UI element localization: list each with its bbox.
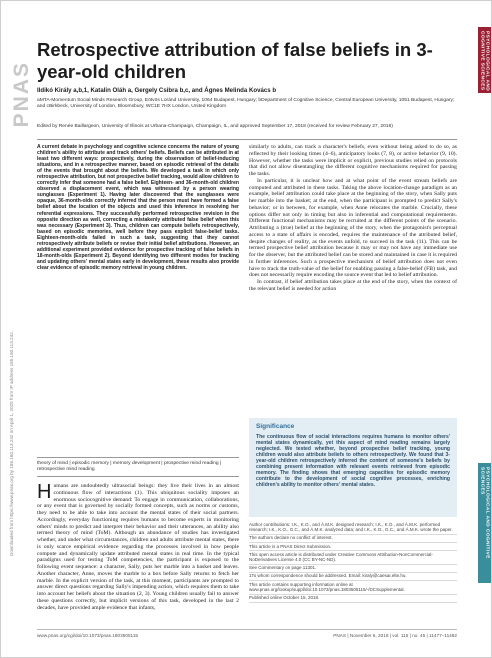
note-item[interactable]: This open access article is distributed under Creative Commons Attribution-NonCommercial-NoDerivatives License 4.0 (CC BY-NC-ND). <box>249 551 457 565</box>
note-item: Author contributions: I.K., K.O., and Á.M.K. designed research; I.K., K.O., and Á.M.K. performed research; I.K., K.O., G.C., and Á.M.K. analyzed data; and I.K., K.O., G.C., and Á.M.K. wrote the paper. <box>249 521 457 535</box>
note-item[interactable]: 1To whom correspondence should be addressed. Email: kiraly@caesar.elte.hu. <box>249 573 457 581</box>
keywords-divider <box>37 476 239 477</box>
section-tab-top <box>478 27 491 93</box>
section-tab-bottom <box>478 463 491 583</box>
significance-box <box>249 418 457 517</box>
introduction-body: umans are undoubtedly ultrasocial beings: they live their lives in an almost continuous flow of interactions (1). This ubiquitous sociality imposes an enormous sociocognitive demand: To engage in communication, collaborations, or any event that is governed by socially formed concepts, such as norms or customs, they need to be able to take into account the mental states of their social partners. Accordingly, everyday functioning requires humans to become experts in monitoring others' minds to predict and interpret their behavior and their utterances, an ability also termed theory of mind (ToM). Although an abundance of studies has investigated whether, and under what circumstances, children and adults attribute mental states, there is only scarce empirical evidence regarding the processes involved in how people compute and dynamically update attributed mental states in real time. In the typical paradigms used for testing ToM competencies, the participant is exposed to the following event sequence: a character, Sally, puts her marble into a basket and leaves. Another character, Anne, moves the marble to a box before Sally returns to fetch her marble. In the explicit version of the task, at this moment, participants are prompted to answer direct questions regarding Sally's impending action, which requires them to take into account her beliefs about the situation (2, 3). Young children usually fail to answer these questions correctly, but implicit versions of this task, developed in the last 2 decades, have provided ample evidence that infants, <box>37 483 239 611</box>
paragraph: In particular, it is unclear how and at what point of the event stream beliefs are computed and attributed in these tasks. Taking the above location-change paradigm as an example, belief attribution could take place at the beginning of the story, when Sally puts her marble into the basket; at the end, when the participant is prompted to predict Sally's behavior; or in between, for example, when Anne relocates the marble. Crucially, these options differ not only in timing but also in inferential and computational requirements. Different functional mechanisms may be recruited at the different points of the scenario. Attributing a (true) belief at the beginning of the story, when the protagonist's perceptual access to a state of affairs is encoded, requires the maintenance of the attributed belief, despite changes of reality, as the events unfold, to succeed in the task (11). This can be termed prospective belief attribution because it may or may not have any immediate use for the observer, but the attributed belief can be stored and maintained in case it is required in further inferences. Such a prospective mechanism of belief attribution does not even have to track the truth-value of the belief for enabling passing a false-belief (FB) task, and does not necessarily require encoding the source event that led to belief attribution. <box>249 177 457 279</box>
download-notice <box>9 331 23 631</box>
section-tab-top-label: PSYCHOLOGICAL AND COGNITIVE SCIENCES <box>479 31 490 92</box>
doi-link[interactable]: www.pnas.org/cgi/doi/10.1073/pnas.1803505115 <box>37 633 139 638</box>
paragraph: In contrast, if belief attribution takes place at the end of the story, when the context of the relevant belief is needed for action <box>249 279 457 292</box>
affiliations: aMTA-Momentum Social Minds Research Group, Eötvös Loránd University, 1064 Budapest, Hungary; bDepartment of Cognitive Science, Central European University, 1051 Budapest, Hungary; and cBirkbeck, University of London, Bloomsbury, WC1E 7HX London, United Kingdom <box>37 98 455 109</box>
right-column <box>249 144 457 293</box>
article-title: Retrospective attribution of false beliefs in 3-year-old children <box>37 39 433 82</box>
note-item: The authors declare no conflict of interest. <box>249 535 457 543</box>
note-item: This article is a PNAS Direct Submission. <box>249 543 457 551</box>
significance-text: The continuous flow of social interactions requires humans to monitor others' mental states dynamically, yet this aspect of mind reading remains largely neglected. We tested whether, beyond prospective belief tracking, young children would also attribute beliefs to others retrospectively. We found that 3-year-old children retrospectively inferred the content of someone's beliefs by combining present information with relevant events retrieved from episodic memory. The finding shows that emerging capacities for episodic memory contribute to the development of social cognitive processes, enriching children's ability to monitor others' mental states. <box>256 434 450 489</box>
citation-info: PNAS | November 6, 2018 | vol. 115 | no. 45 | 11477–11482 <box>333 633 457 638</box>
section-tab-bottom-label: PSYCHOLOGICAL AND COGNITIVE SCIENCES <box>479 467 490 559</box>
journal-watermark <box>10 61 32 311</box>
note-item: See Commentary on page 11301. <box>249 565 457 573</box>
paragraph: similarly to adults, can track a character's beliefs, even without being asked to do so, as reflected by their looking times (4–6), anticipatory looks (7, 8), or active behavior (9, 10). However, whether the tasks were implicit or explicit, previous studies relied on protocols that did not allow disentangling the different cognitive mechanisms required for passing the tasks. <box>249 144 457 177</box>
author-list: Ildikó Király a,b,1, Katalin Oláh a, Gergely Csibra b,c, and Ágnes Melinda Kovács b <box>37 87 277 94</box>
edited-by-note: Edited by Renée Baillargeon, University of Illinois at Urbana-Champaign, Champaign, IL, and approved September 17, 2018 (received for review February 27, 2018) <box>37 124 393 129</box>
download-notice-text: Downloaded from https://www.pnas.org by 185.160.113.242 on April 1, 2025 from IP address 185.160.113.242. <box>9 331 14 556</box>
significance-heading: Significance <box>256 423 295 430</box>
header-divider <box>37 139 457 140</box>
journal-watermark-text: PNAS <box>10 61 33 128</box>
introduction-text <box>37 483 239 611</box>
abstract: A current debate in psychology and cognitive science concerns the nature of young children's ability to attribute and track others' beliefs. Beliefs can be attributed in at least two different ways: prospectively, during the observation of belief-inducing situations, and in a retrospective manner, based on episodic retrieval of the details of the events that brought about the beliefs. We developed a task in which only retrospective attribution, but not prospective belief tracking, would allow children to correctly infer that someone had a false belief. Eighteen- and 36-month-old children observed a displacement event, which was witnessed by a person wearing sunglasses (Experiment 1). Having later discovered that the sunglasses were opaque, 36-month-olds correctly inferred that the person must have formed a false belief about the location of the objects and used this inference in resolving her referential expressions. They successfully performed retrospective revision in the opposite direction as well, correcting a mistakenly attributed false belief when this was necessary (Experiment 3). Thus, children can compute beliefs retrospectively, based on episodic memories, well before they pass explicit false-belief tasks. Eighteen-month-olds failed in such a task, suggesting that they cannot retrospectively attribute beliefs or revise their initial belief attributions. However, an additional experiment provided evidence for prospective tracking of false beliefs in 18-month-olds (Experiment 2). Beyond identifying two different modes for tracking and updating others' mental states early in development, these results also provide clear evidence of episodic memory retrieval in young children. <box>37 144 239 271</box>
note-item[interactable]: This article contains supporting information online at www.pnas.org/lookup/suppl/doi:10.1073/pnas.1803505115/-/DCSupplemental. <box>249 581 457 595</box>
note-item: Published online October 15, 2018. <box>249 595 457 603</box>
keywords: theory of mind | episodic memory | memory development | prospective mind reading | retrospective mind reading <box>37 457 239 473</box>
drop-cap: H <box>37 481 52 503</box>
page-footer <box>37 629 457 638</box>
article-notes <box>249 521 457 603</box>
